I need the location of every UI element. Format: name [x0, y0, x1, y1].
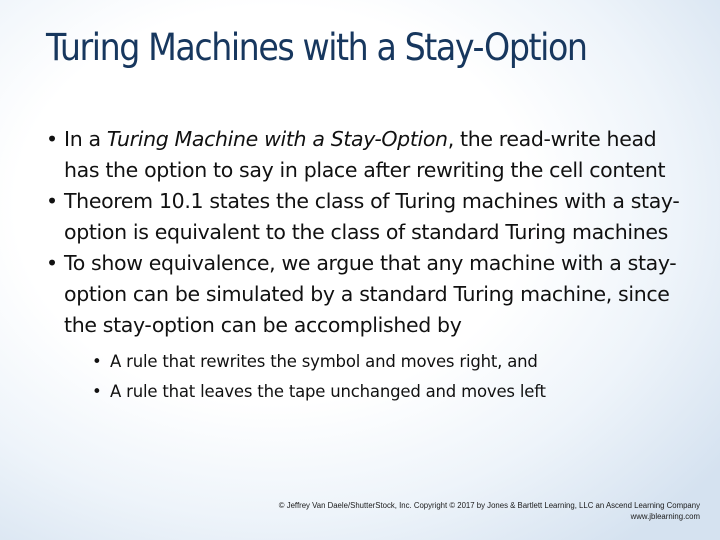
sub-bullet-text: A rule that leaves the tape unchanged and moves left: [110, 382, 546, 401]
bullet-text-segment: Theorem 10.1 states the class of Turing machines with a stay-option is equivalent to the class of standard Turing machines: [64, 189, 680, 244]
slide-title: Turing Machines with a Stay-Option: [46, 26, 587, 69]
bullet-item-theorem: [46, 186, 686, 248]
bullet-text-segment: , the read-write head has the option to say in place after rewriting the cell content: [64, 127, 666, 182]
copyright-text: © Jeffrey Van Daele/ShutterStock, Inc. Copyright © 2017 by Jones & Bartlett Learning, LLC an Ascend Learning Company: [278, 501, 700, 510]
sub-bullet-item: [92, 347, 686, 377]
bullet-text: [64, 248, 686, 341]
sub-bullet-item: [92, 377, 686, 407]
bullet-text: [64, 124, 686, 186]
bullet-item-equivalence: [46, 248, 686, 407]
bullet-text-emphasis: Turing Machine with a Stay-Option: [106, 127, 448, 151]
website-text: www.jblearning.com: [630, 512, 700, 521]
bullet-glyph: •: [46, 127, 58, 151]
bullet-text-segment: To show equivalence, we argue that any machine with a stay-option can be simulated by a standard Turing machine, since the stay-option can be accomplished by: [64, 251, 677, 337]
bullet-text-segment: In a: [64, 127, 107, 151]
bullet-text: [64, 186, 686, 248]
sub-bullet-glyph: •: [92, 382, 102, 401]
copyright-footer: [140, 500, 700, 522]
bullet-glyph: •: [46, 189, 58, 213]
sub-bullet-glyph: •: [92, 352, 102, 371]
sub-bullet-list: [64, 347, 686, 407]
bullet-list: [46, 124, 686, 407]
bullet-glyph: •: [46, 251, 58, 275]
bullet-item-stay-option-definition: [46, 124, 686, 186]
sub-bullet-text: A rule that rewrites the symbol and moves right, and: [110, 352, 538, 371]
